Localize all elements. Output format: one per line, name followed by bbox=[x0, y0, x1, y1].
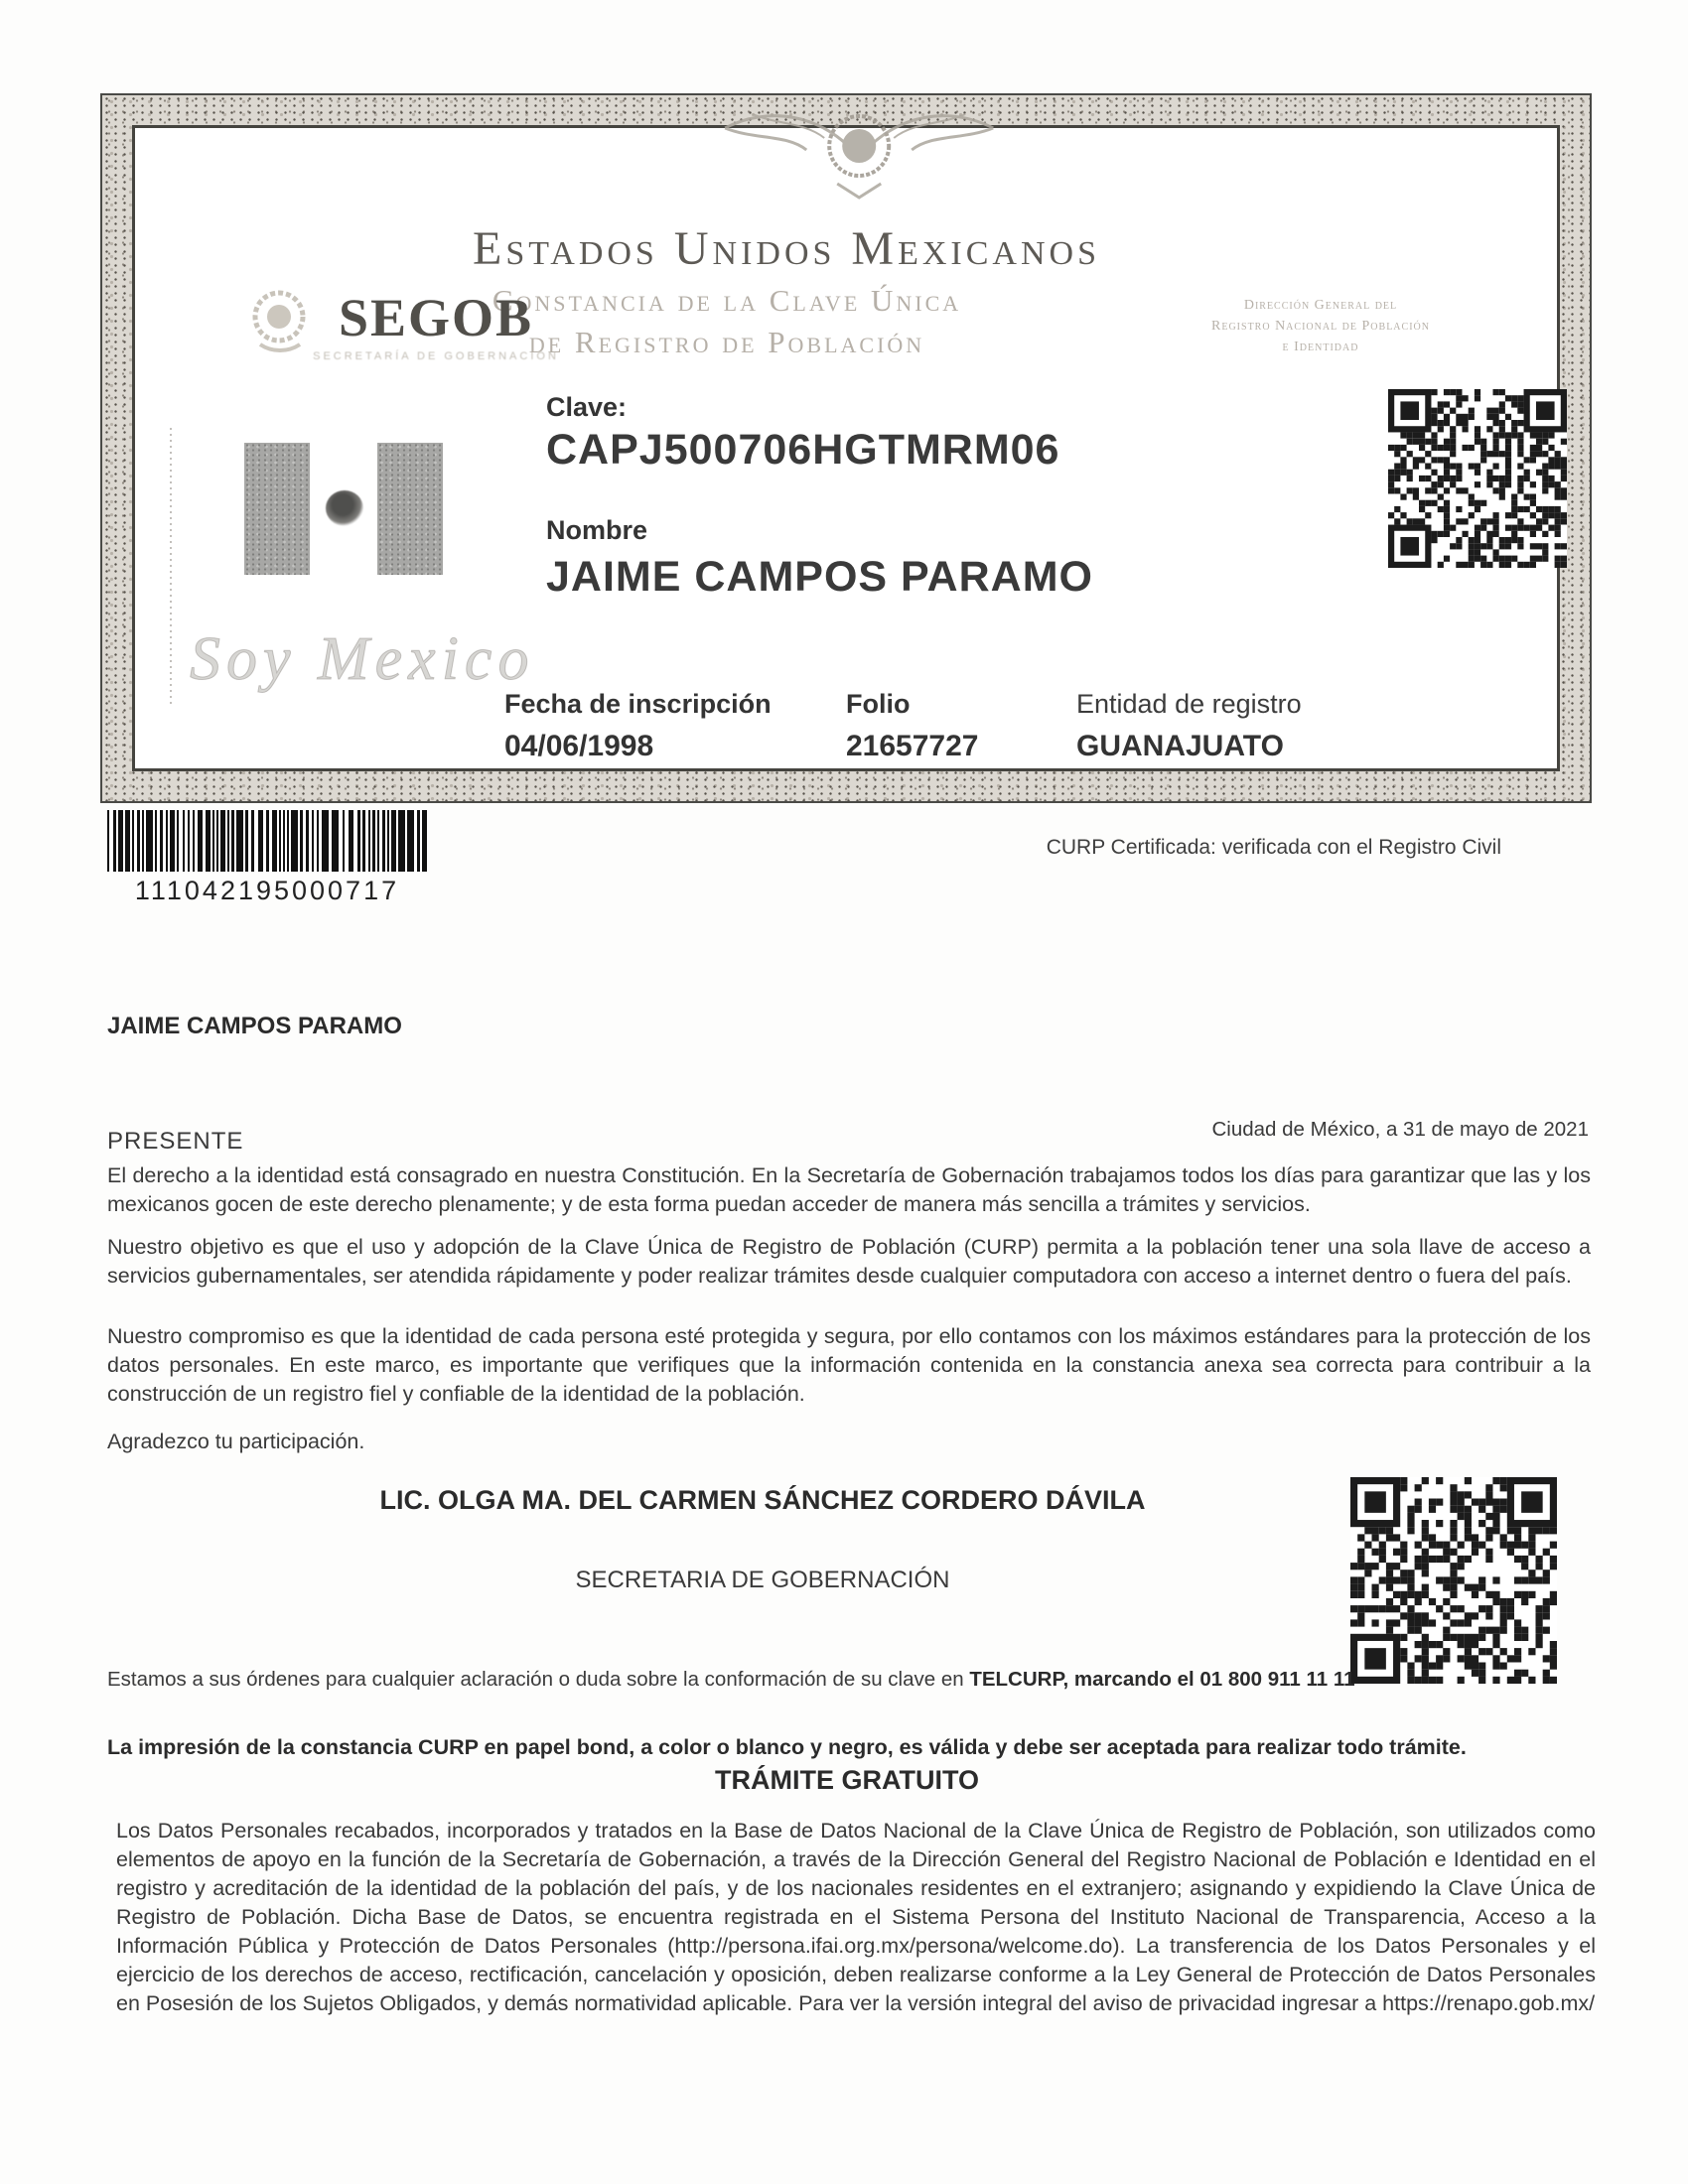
flag-eagle-icon bbox=[326, 490, 363, 526]
privacy-paragraph: Los Datos Personales recabados, incorporados y tratados en la Base de Datos Nacional de la Clave Única de Registro de Población, son utilizados como elementos de apoyo en la función de la Secretaría de Gobernación, a través de la Dirección General del Registro Nacional de Población e Identidad en el registro y acreditación de la identidad de la población del país, y de los nacionales residentes en el extranjero; asignando y expidiendo la Clave Única de Registro de Población. Dicha Base de Datos, se encuentra registrada en el Sistema Persona del Instituto Nacional de Transparencia, Acceso a la Información Pública y Protección de Datos Personales (http://persona.ifai.org.mx/persona/welcome.do). La transferencia de los Datos Personales y el ejercicio de los derechos de acceso, rectificación, cancelación y oposición, deben realizarse conforme a la Ley General de Protección de Datos Personales en Posesión de los Sujetos Obligados, y demás normatividad aplicable. Para ver la versión integral del aviso de privacidad ingresar a https://renapo.gob.mx/ bbox=[116, 1819, 1596, 2015]
nombre-label: Nombre bbox=[546, 515, 648, 545]
contact-prefix: Estamos a sus órdenes para cualquier aclaración o duda sobre la conformación de su clave en bbox=[107, 1668, 970, 1691]
signatory-title: SECRETARIA DE GOBERNACIÓN bbox=[575, 1567, 950, 1593]
entidad-label: Entidad de registro bbox=[1076, 689, 1302, 719]
contact-phone: TELCURP, marcando el 01 800 911 11 11 bbox=[969, 1668, 1355, 1691]
barcode-block bbox=[107, 810, 427, 906]
segob-logo bbox=[272, 287, 600, 362]
flag-red-stripe bbox=[377, 443, 443, 575]
fecha-value: 04/06/1998 bbox=[504, 730, 654, 762]
letter-presente: PRESENTE bbox=[107, 1128, 244, 1155]
document-subtitle-line1: Constancia de la Clave Única bbox=[492, 283, 962, 318]
letter-paragraph-1: El derecho a la identidad está consagrado en nuestra Constitución. En la Secretaría de Gobernación trabajamos todos los días para garantizar que las y los mexicanos gocen de este derecho plenamente; y de esta forma puedan acceder de manera más sencilla a trámites y servicios. bbox=[107, 1163, 1591, 1216]
barcode-image bbox=[107, 810, 427, 872]
curp-certified-note: CURP Certificada: verificada con el Registro Civil bbox=[1046, 836, 1501, 859]
issuing-office-block bbox=[1172, 295, 1470, 357]
contact-line bbox=[107, 1668, 1355, 1692]
barcode-number: 111042195000717 bbox=[134, 876, 400, 905]
segob-wordmark: SEGOB bbox=[338, 288, 534, 347]
soy-mexico-watermark: Soy Mexico bbox=[190, 625, 535, 693]
office-line1: Dirección General del bbox=[1243, 298, 1398, 313]
flag-green-stripe bbox=[244, 443, 310, 575]
fecha-label: Fecha de inscripción bbox=[504, 689, 772, 719]
document-subtitle-line2: de Registro de Población bbox=[528, 325, 925, 359]
mexican-flag-image bbox=[244, 443, 443, 575]
folio-value: 21657727 bbox=[846, 730, 979, 762]
certificate-inner-frame bbox=[132, 125, 1560, 771]
national-eagle-emblem-icon bbox=[695, 100, 1023, 214]
segob-sub-label: SECRETARÍA DE GOBERNACIÓN bbox=[313, 350, 559, 362]
signatory-name: LIC. OLGA MA. DEL CARMEN SÁNCHEZ CORDERO DÁVILA bbox=[379, 1485, 1146, 1515]
letter-recipient: JAIME CAMPOS PARAMO bbox=[107, 1013, 402, 1039]
free-procedure-notice: TRÁMITE GRATUITO bbox=[715, 1765, 979, 1795]
qr-code-letter bbox=[1350, 1477, 1557, 1684]
nombre-value: JAIME CAMPOS PARAMO bbox=[546, 553, 1093, 601]
letter-paragraph-3: Nuestro compromiso es que la identidad de cada persona esté protegida y segura, por ello contamos con los máximos estándares para la protección de los datos personales. En este marco, es importante que verifiques que la información contenida en la constancia anexa sea correcta para contribuir a la construcción de un registro fiel y confiable de la identidad de la población. bbox=[107, 1324, 1591, 1406]
office-line2: Registro Nacional de Población bbox=[1211, 319, 1430, 334]
curp-certificate-card bbox=[102, 95, 1590, 801]
document-title: Estados Unidos Mexicanos bbox=[473, 222, 1100, 275]
entidad-value: GUANAJUATO bbox=[1076, 730, 1284, 762]
print-validity-notice: La impresión de la constancia CURP en papel bond, a color o blanco y negro, es válida y debe ser aceptada para realizar todo trámite. bbox=[107, 1735, 1467, 1759]
letter-closing: Agradezco tu participación. bbox=[107, 1430, 365, 1453]
qr-code-certificate bbox=[1388, 389, 1567, 568]
letter-paragraph-2: Nuestro objetivo es que el uso y adopción de la Clave Única de Registro de Población (CURP) permita a la población tener una sola llave de acceso a servicios gubernamentales, ser atendida rápidamente y poder realizar trámites desde cualquier computadora con acceso a internet dentro o fuera del país. bbox=[107, 1235, 1591, 1288]
microprint-edge bbox=[169, 426, 174, 704]
clave-label: Clave: bbox=[546, 392, 628, 422]
folio-label: Folio bbox=[846, 689, 911, 719]
letter-dateline: Ciudad de México, a 31 de mayo de 2021 bbox=[1211, 1118, 1589, 1141]
clave-value: CAPJ500706HGTMRM06 bbox=[546, 426, 1060, 474]
office-line3: e Identidad bbox=[1282, 340, 1359, 354]
